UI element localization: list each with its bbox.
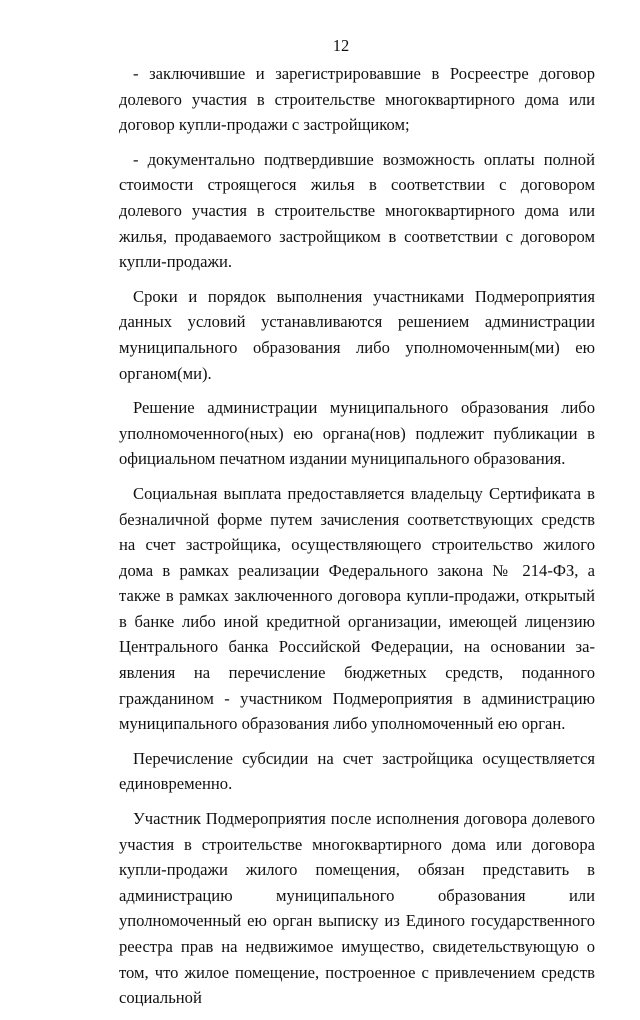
page-number: 12 [332, 36, 350, 55]
paragraph-deadlines: Сроки и порядок выполнения участниками Подмероприятия данных условий устанавливаются решением администрации муниципального образования либо уполномоченным(ми) ею органом(ми). [119, 286, 595, 383]
document-body [119, 61, 595, 1020]
paragraph-publication: Решение администрации муниципального образования либо уполномоченного(ных) ею органа(нов) подлежит публикации в официальном печатном издании муниципального образования. [119, 398, 595, 469]
paragraph-subsidy-transfer: Перечисление субсидии на счет застройщика осуществляется единовременно. [119, 748, 595, 794]
paragraph-social-payment: Социальная выплата предоставляется владельцу Сертификата в безналичной форме путем зачисления соответствующих средств на счет застройщика, осуществляющего строительство жилого дома в рамках реализации Федерального закона № 214-ФЗ, а также в рамках заключенного договора купли-продажи, открытый в банке либо иной кредитной организации, имеющей лицензию Центрального банка Российской Федерации, на основании заявления на перечисление бюджетных средств, поданного гражданином - участником Подмероприятия в администрацию муниципального образования либо уполномоченный ею орган. [119, 483, 595, 734]
paragraph-payment-condition: - документально подтвердившие возможность оплаты полной стоимости строящегося жилья в соответствии с договором долевого участия в строительстве многоквартирного дома или жилья, продаваемого застройщиком в соответствии с договором купли-продажи. [119, 149, 595, 272]
paragraph-buyer-condition: - заключившие и зарегистрировавшие в Росреестре договор долевого участия в строительстве многоквартирного дома или договор купли-продажи с застройщиком; [119, 64, 595, 135]
paragraph-participant-obligation: Участник Подмероприятия после исполнения договора долевого участия в строительстве многоквартирного дома или договора купли-продажи жилого помещения, обязан представить в администрацию муниципального образования или уполномоченный ею орган выписку из Единого государственного реестра прав на недвижимое имущество, свидетельствующую о том, что жилое помещение, построенное с привлечением средств социальной [119, 809, 595, 1008]
